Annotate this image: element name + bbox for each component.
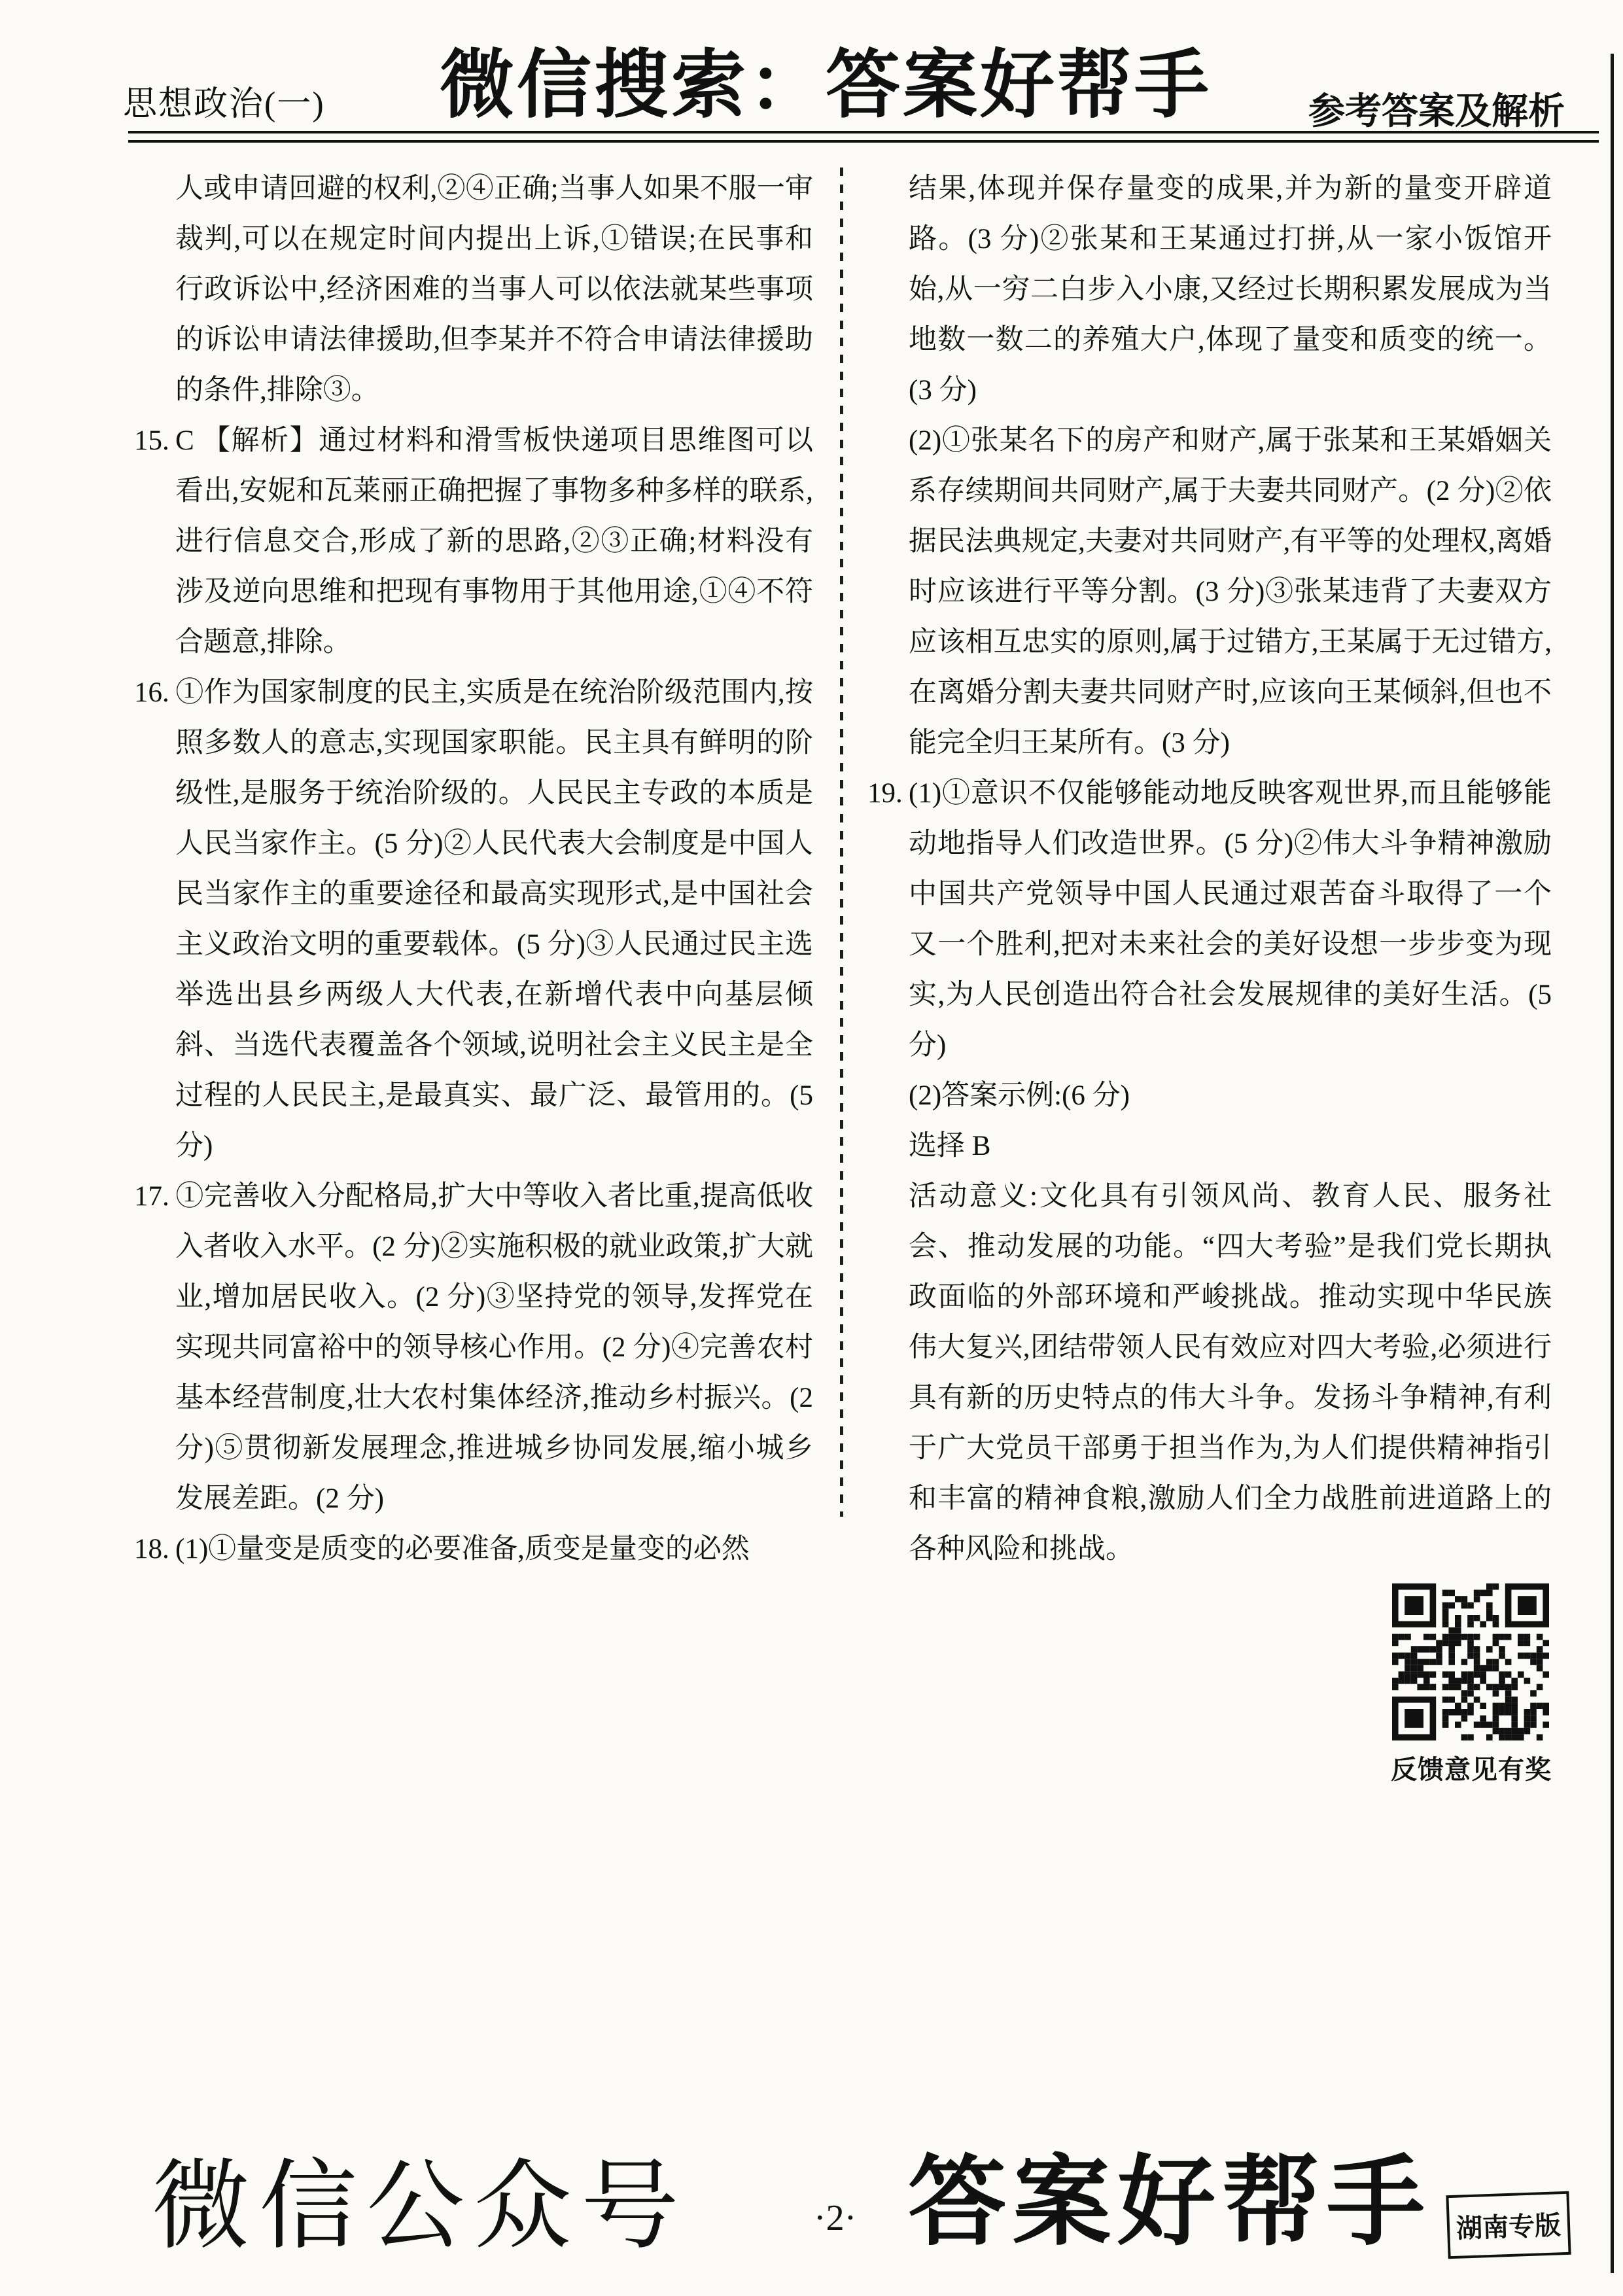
question-number: 19. [867,778,903,809]
column-divider-dashed-line [840,168,843,1517]
answer-paragraph: 结果,体现并保存量变的成果,并为新的量变开辟道路。(3 分)②张某和王某通过打拼,从一家小饭馆开始,从一穷二白步入小康,又经过长期积累发展成为当地数一数二的养殖大户,体现了量变和质变的统一。(3 分) [909,173,1552,406]
question-number: 18. [134,1534,169,1564]
feedback-qr-block [1391,1583,1550,1786]
answer-paragraph: 活动意义:文化具有引领风尚、教育人民、服务社会、推动发展的功能。“四大考验”是我们党长期执政面临的外部环境和严峻挑战。推动实现中华民族伟大复兴,团结带领人民有效应对四大考验,必须进行具有新的历史特点的伟大斗争。发扬斗争精神,有利于广大党员干部勇于担当作为,为人们提供精神指引和丰富的精神食粮,激励人们全力战胜前进道路上的各种风险和挑战。 [909,1181,1552,1564]
edition-badge: 湖南专版 [1446,2191,1571,2259]
question-number: 15. [134,425,169,456]
answer-paragraph: 19. (1)①意识不仅能够能动地反映客观世界,而且能够能动地指导人们改造世界。(5 分)②伟大斗争精神激励中国共产党领导中国人民通过艰苦奋斗取得了一个又一个胜利,把对未来社会的美好设想一步步变为现实,为人民创造出符合社会发展规律的美好生活。(5 分) [867,768,1552,1070]
answer-paragraph: (2)①张某名下的房产和财产,属于张某和王某婚姻关系存续期间共同财产,属于夫妻共同财产。(2 分)②依据民法典规定,夫妻对共同财产,有平等的处理权,离婚时应该进行平等分割。(3 分)③张某违背了夫妻双方应该相互忠实的原则,属于过错方,王某属于无过错方,在离婚分割夫妻共同财产时,应该向王某倾斜,但也不能完全归王某所有。(3 分) [909,425,1552,758]
answer-paragraph: 18. (1)①量变是质变的必要准备,质变是量变的必然 [134,1524,813,1574]
footer-wechat-account-label: 微信公众号 [152,2153,689,2261]
answer-paragraph: 17. ①完善收入分配格局,扩大中等收入者比重,提高低收入者收入水平。(2 分)②实施积极的就业政策,扩大就业,增加居民收入。(2 分)③坚持党的领导,发挥党在实现共同富裕中的领导核心作用。(2 分)④完善农村基本经营制度,壮大农村集体经济,推动乡村振兴。(2 分)⑤贯彻新发展理念,推进城乡协同发展,缩小城乡发展差距。(2 分) [134,1171,813,1524]
scan-edge-line [1611,54,1614,2273]
answer-paragraph: 16. ①作为国家制度的民主,实质是在统治阶级范围内,按照多数人的意志,实现国家职能。民主具有鲜明的阶级性,是服务于统治阶级的。人民民主专政的本质是人民当家作主。(5 分)②人民代表大会制度是中国人民当家作主的重要途径和最高实现形式,是中国社会主义政治文明的重要载体。(5 分)③人民通过民主选举选出县乡两级人大代表,在新增代表中向基层倾斜、当选代表覆盖各个领域,说明社会主义民主是全过程的人民民主,是最真实、最广泛、最管用的。(5 分) [134,667,813,1171]
qr-caption: 反馈意见有奖 [1391,1756,1552,1784]
answers-column-right [867,164,1552,1574]
answer-paragraph: (2)答案示例:(6 分) [909,1080,1130,1111]
subject-label: 思想政治(一) [123,86,325,123]
answer-paragraph: 选择 B [909,1131,991,1161]
answer-paragraph: 人或申请回避的权利,②④正确;当事人如果不服一审裁判,可以在规定时间内提出上诉,①错误;在民事和行政诉讼中,经济困难的当事人可以依法就某些事项的诉讼申请法律援助,但李某并不符合申请法律援助的条件,排除③。 [175,173,813,406]
answers-column-left [134,164,813,1574]
question-number: 16. [134,677,169,708]
page-title: 参考答案及解析 [1308,92,1565,132]
footer-brand-name: 答案好帮手 [908,2149,1432,2257]
wechat-search-promo-title: 微信搜索：答案好帮手 [440,44,1212,127]
question-number: 17. [134,1181,169,1212]
page-number: ·2· [814,2198,857,2238]
answer-paragraph: 15. C 【解析】通过材料和滑雪板快递项目思维图可以看出,安妮和瓦莱丽正确把握了事物多种多样的联系,进行信息交合,形成了新的思路,②③正确;材料没有涉及逆向思维和把现有事物用于其他用途,①④不符合题意,排除。 [134,415,813,667]
header-double-rule [128,131,1599,143]
qr-code [1392,1583,1549,1740]
